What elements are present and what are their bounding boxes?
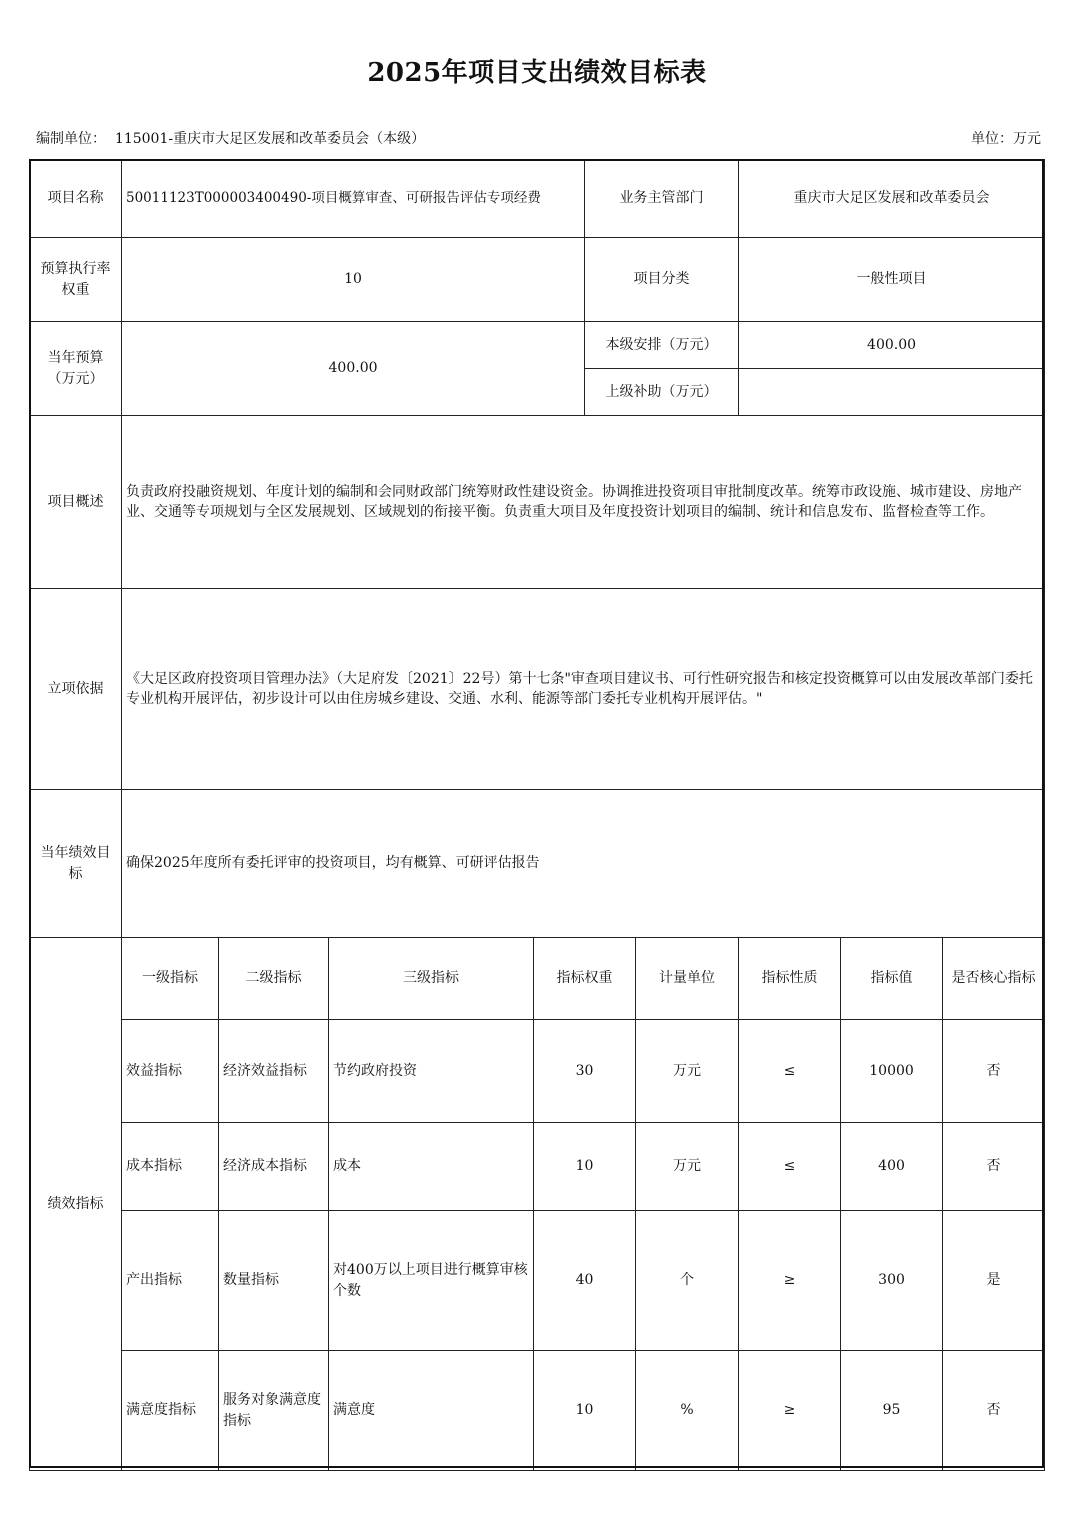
core-cell: 是 bbox=[943, 1211, 1045, 1351]
dept-label: 业务主管部门 bbox=[585, 160, 739, 238]
header-nature: 指标性质 bbox=[739, 938, 841, 1020]
overview-value: 负责政府投融资规划、年度计划的编制和会同财政部门统筹财政性建设资金。协调推进投资项目审批制度改革。统筹市政设施、城市建设、房地产业、交通等专项规划与全区发展规划、区域规划的衔接平衡。负责重大项目及年度投资计划项目的编制、统计和信息发布、监督检查等工作。 bbox=[122, 416, 1045, 589]
indicator-row bbox=[30, 1123, 1045, 1211]
goal-label: 当年绩效目标 bbox=[30, 790, 122, 938]
weight-cell: 10 bbox=[534, 1123, 636, 1211]
level2-cell: 经济成本指标 bbox=[219, 1123, 329, 1211]
exec-weight-label: 预算执行率权重 bbox=[30, 238, 122, 322]
level3-cell: 节约政府投资 bbox=[329, 1020, 534, 1123]
level3-cell: 满意度 bbox=[329, 1351, 534, 1471]
weight-cell: 30 bbox=[534, 1020, 636, 1123]
row-budget-local bbox=[30, 322, 1045, 369]
nature-cell: ≥ bbox=[739, 1351, 841, 1471]
org-value: 115001-重庆市大足区发展和改革委员会（本级） bbox=[114, 131, 426, 147]
basis-label: 立项依据 bbox=[30, 589, 122, 790]
header-value: 指标值 bbox=[841, 938, 943, 1020]
weight-cell: 40 bbox=[534, 1211, 636, 1351]
level2-cell: 服务对象满意度指标 bbox=[219, 1351, 329, 1471]
indicators-section-label: 绩效指标 bbox=[30, 938, 122, 1471]
budget-label: 当年预算（万元） bbox=[30, 322, 122, 416]
level1-cell: 满意度指标 bbox=[122, 1351, 219, 1471]
local-value: 400.00 bbox=[739, 322, 1045, 369]
header-weight: 指标权重 bbox=[534, 938, 636, 1020]
nature-cell: ≥ bbox=[739, 1211, 841, 1351]
value-cell: 95 bbox=[841, 1351, 943, 1471]
upper-value bbox=[739, 369, 1045, 416]
level2-cell: 数量指标 bbox=[219, 1211, 329, 1351]
value-cell: 400 bbox=[841, 1123, 943, 1211]
value-cell: 10000 bbox=[841, 1020, 943, 1123]
category-label: 项目分类 bbox=[585, 238, 739, 322]
upper-label: 上级补助（万元） bbox=[585, 369, 739, 416]
project-name-value: 50011123T000003400490-项目概算审查、可研报告评估专项经费 bbox=[122, 160, 585, 238]
nature-cell: ≤ bbox=[739, 1123, 841, 1211]
indicator-row bbox=[30, 1211, 1045, 1351]
goal-value: 确保2025年度所有委托评审的投资项目，均有概算、可研评估报告 bbox=[122, 790, 1045, 938]
row-goal bbox=[30, 790, 1045, 938]
weight-cell: 10 bbox=[534, 1351, 636, 1471]
unit-cell: 万元 bbox=[636, 1020, 739, 1123]
row-exec-rate bbox=[30, 238, 1045, 322]
indicator-row bbox=[30, 1351, 1045, 1471]
row-overview bbox=[30, 416, 1045, 589]
header-level3: 三级指标 bbox=[329, 938, 534, 1020]
unit-label: 单位：万元 bbox=[971, 131, 1041, 147]
budget-value: 400.00 bbox=[122, 322, 585, 416]
dept-value: 重庆市大足区发展和改革委员会 bbox=[739, 160, 1045, 238]
level1-cell: 效益指标 bbox=[122, 1020, 219, 1123]
page-title: 2025年项目支出绩效目标表 bbox=[367, 58, 707, 88]
value-cell: 300 bbox=[841, 1211, 943, 1351]
org-label: 编制单位： bbox=[36, 131, 106, 147]
core-cell: 否 bbox=[943, 1020, 1045, 1123]
org-line bbox=[36, 128, 425, 148]
level2-cell: 经济效益指标 bbox=[219, 1020, 329, 1123]
level1-cell: 产出指标 bbox=[122, 1211, 219, 1351]
header-unit: 计量单位 bbox=[636, 938, 739, 1020]
row-project-name bbox=[30, 160, 1045, 238]
core-cell: 否 bbox=[943, 1351, 1045, 1471]
core-cell: 否 bbox=[943, 1123, 1045, 1211]
unit-cell: 万元 bbox=[636, 1123, 739, 1211]
indicator-row bbox=[30, 1020, 1045, 1123]
header-level1: 一级指标 bbox=[122, 938, 219, 1020]
performance-table bbox=[29, 159, 1045, 1471]
overview-label: 项目概述 bbox=[30, 416, 122, 589]
nature-cell: ≤ bbox=[739, 1020, 841, 1123]
project-name-label: 项目名称 bbox=[30, 160, 122, 238]
exec-weight-value: 10 bbox=[122, 238, 585, 322]
header-level2: 二级指标 bbox=[219, 938, 329, 1020]
level3-cell: 成本 bbox=[329, 1123, 534, 1211]
indicator-header-row bbox=[30, 938, 1045, 1020]
unit-cell: % bbox=[636, 1351, 739, 1471]
level3-cell: 对400万以上项目进行概算审核个数 bbox=[329, 1211, 534, 1351]
level1-cell: 成本指标 bbox=[122, 1123, 219, 1211]
local-label: 本级安排（万元） bbox=[585, 322, 739, 369]
basis-value: 《大足区政府投资项目管理办法》（大足府发〔2021〕22号）第十七条"审查项目建议书、可行性研究报告和核定投资概算可以由发展改革部门委托专业机构开展评估，初步设计可以由住房城乡建设、交通、水利、能源等部门委托专业机构开展评估。" bbox=[122, 589, 1045, 790]
header-core: 是否核心指标 bbox=[943, 938, 1045, 1020]
row-basis bbox=[30, 589, 1045, 790]
unit-cell: 个 bbox=[636, 1211, 739, 1351]
category-value: 一般性项目 bbox=[739, 238, 1045, 322]
